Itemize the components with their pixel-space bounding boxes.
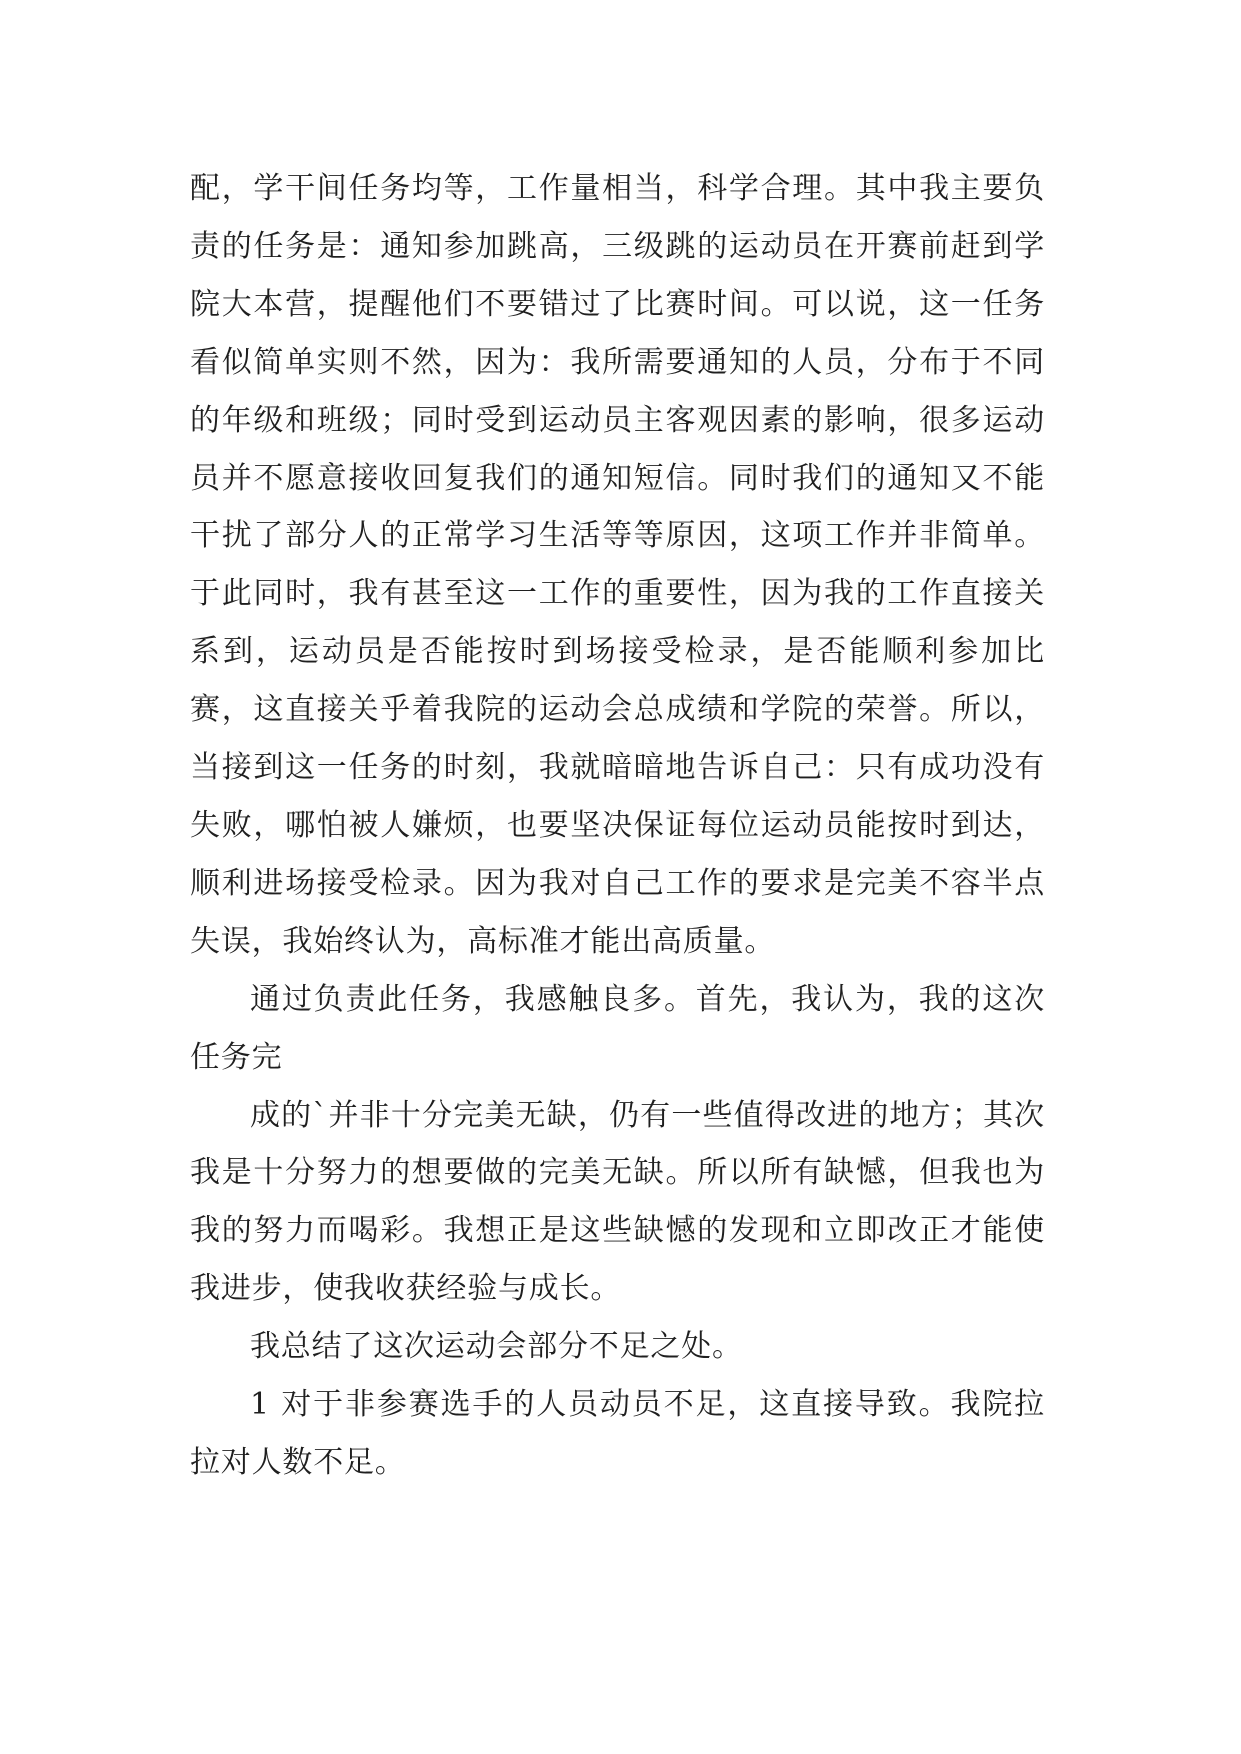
paragraph-summary-intro: 我总结了这次运动会部分不足之处。 (250, 1329, 743, 1365)
paragraph-reflection-start: 通过负责此任务，我感触良多。首先，我认为，我的这次任务完 (190, 981, 1045, 1075)
paragraph-task-description: 配，学干间任务均等，工作量相当，科学合理。其中我主要负责的任务是：通知参加跳高，三级跳的运动员在开赛前赶到学院大本营，提醒他们不要错过了比赛时间。可以说，这一任务看似简单实则不然，因为：我所需要通知的人员，分布于不同的年级和班级；同时受到运动员主客观因素的影响，很多运动员并不愿意接收回复我们的通知短信。同时我们的通知又不能干扰了部分人的正常学习生活等等原因，这项工作并非简单。于此同时，我有甚至这一工作的重要性，因为我的工作直接关系到，运动员是否能按时到场接受检录，是否能顺利参加比赛，这直接关乎着我院的运动会总成绩和学院的荣誉。所以，当接到这一任务的时刻，我就暗暗地告诉自己：只有成功没有失败，哪怕被人嫌烦，也要坚决保证每位运动员能按时到达，顺利进场接受检录。因为我对自己工作的要求是完美不容半点失误，我始终认为，高标准才能出高质量。 (190, 171, 1045, 959)
paragraph-shortcoming-1: 1 对于非参赛选手的人员动员不足，这直接导致。我院拉拉对人数不足。 (190, 1387, 1045, 1480)
paragraph-reflection-continued: 成的`并非十分完美无缺，仍有一些值得改进的地方；其次我是十分努力的想要做的完美无缺。所以所有缺憾，但我也为我的努力而喝彩。我想正是这些缺憾的发现和立即改正才能使我进步，使我收获经验与成长。 (190, 1097, 1045, 1307)
document-body (190, 160, 1045, 1492)
